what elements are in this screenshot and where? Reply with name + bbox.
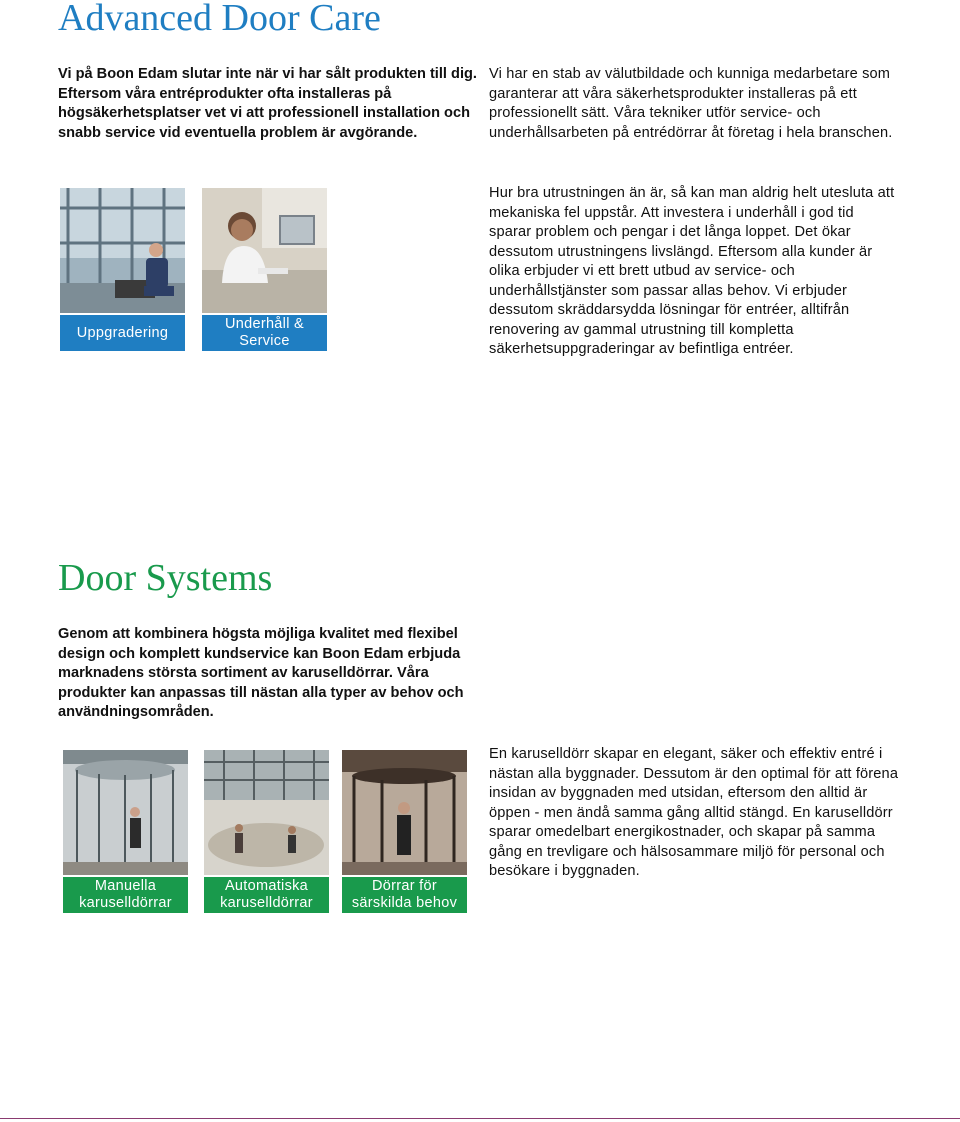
tile-automatic-revolving-doors (204, 750, 329, 915)
footer-rule (0, 1118, 960, 1119)
manual-door-photo (63, 750, 188, 875)
automatic-doors-label: Automatiska karuselldörrar (204, 877, 329, 913)
section-title-door-systems: Door Systems (58, 557, 273, 599)
section-title-advanced-door-care: Advanced Door Care (58, 0, 381, 39)
service-photo (202, 188, 327, 313)
tile-maintenance-service (202, 188, 327, 353)
upgrade-label: Uppgradering (60, 315, 185, 351)
door-systems-lead-text: Genom att kombinera högsta möjliga kvalitet med flexibel design och komplett kundservice kan Boon Edam erbjuda marknadens största sortiment av karuselldörrar. Våra produkter kan anpassas till nästan alla typer av behov och användningsområden. (58, 626, 464, 720)
upgrade-photo (60, 188, 185, 313)
special-doors-label: Dörrar för särskilda behov (342, 877, 467, 913)
automatic-door-photo (204, 750, 329, 875)
service-label: Underhåll & Service (202, 315, 327, 351)
maintenance-paragraph: Hur bra utrustningen än är, så kan man aldrig helt utesluta att mekaniska fel uppstår. Att investera i underhåll i god tid sparar problem och pengar i det långa loppet. Det ökar dessutom utrustningens livslängd. Eftersom alla kunder är olika erbjuder vi ett brett utbud av service- och underhållstjänster som passar allas behov. Vi erbjuder dessutom skräddarsydda lösningar för entréer, alltifrån renovering av gammal utrustning till kompletta säkerhetsuppgraderingar av befintliga entréer. (489, 185, 895, 357)
revolving-door-paragraph: En karuselldörr skapar en elegant, säker och effektiv entré i nästan alla byggnader. Dessutom är den optimal för att förena insidan av byggnaden med utsidan, eftersom den alltid är öppen - men ändå samma gång alltid stängd. En karuselldörr sparar omedelbart energikostnader, och skapar på samma gång en trevligare och hälsosammare miljö för personal och besökare i byggnaden. (489, 746, 899, 879)
manual-doors-label: Manuella karuselldörrar (63, 877, 188, 913)
tile-special-needs-doors (342, 750, 467, 915)
special-door-photo (342, 750, 467, 875)
tile-manual-revolving-doors (63, 750, 188, 915)
staff-paragraph: Vi har en stab av välutbildade och kunniga medarbetare som garanterar att våra säkerhetsprodukter installeras på ett professionellt sätt. Våra tekniker utför service- och underhållsarbeten på entrédörrar åt företag i hela branschen. (489, 66, 893, 141)
tile-upgrade (60, 188, 185, 353)
intro-lead-text: Vi på Boon Edam slutar inte när vi har sålt produkten till dig. Eftersom våra entréprodukter ofta installeras på högsäkerhetsplatser vet vi att professionell installation och snabb service vid eventuella problem är avgörande. (58, 66, 477, 141)
